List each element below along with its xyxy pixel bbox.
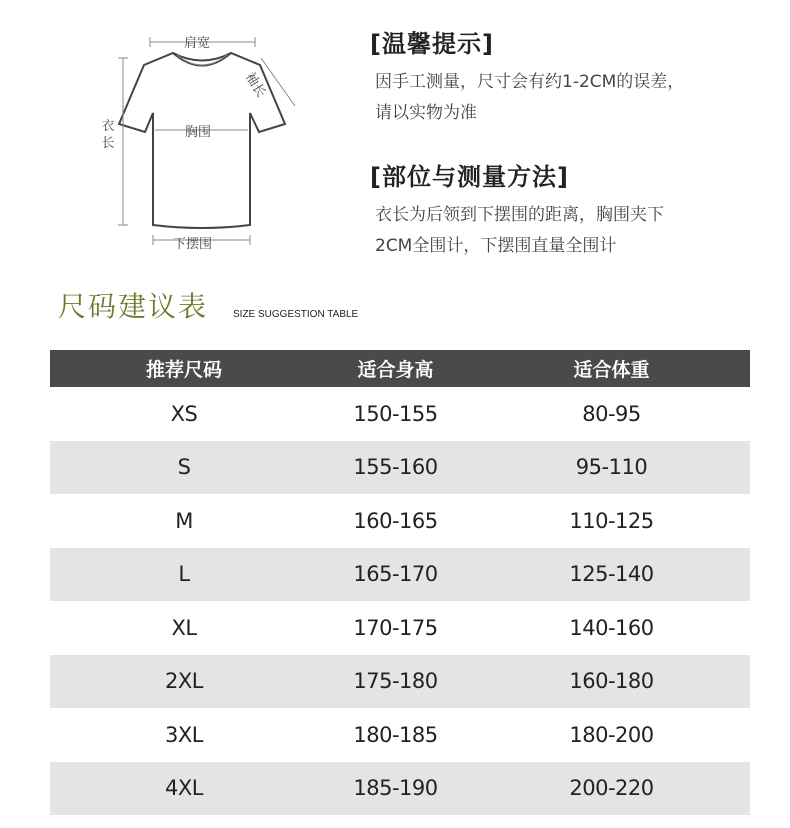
- method-section: [370, 157, 770, 262]
- size-cell: L: [178, 562, 190, 587]
- size-cell: 2XL: [165, 669, 203, 694]
- table-subtitle: SIZE SUGGESTION TABLE: [233, 309, 359, 320]
- size-cell: XL: [171, 615, 197, 640]
- header-weight: 适合体重: [573, 359, 650, 381]
- tshirt-diagram: [95, 20, 310, 265]
- height-cell: 175-180: [353, 669, 438, 694]
- table-title: 尺码建议表: [58, 290, 209, 323]
- notice-line-1: 因手工测量，尺寸会有约1-2CM的误差，: [375, 72, 685, 92]
- weight-cell: 180-200: [569, 722, 654, 747]
- table-body: [50, 387, 750, 815]
- method-title: [部位与测量方法]: [370, 163, 569, 191]
- header-height: 适合身高: [357, 359, 434, 381]
- table-row: [50, 655, 750, 709]
- weight-cell: 125-140: [569, 562, 654, 587]
- notice-section: [370, 24, 770, 129]
- height-cell: 155-160: [353, 455, 438, 480]
- notice-text: [375, 67, 770, 129]
- tshirt-outline-icon: [95, 20, 310, 265]
- notice-line-2: 请以实物为准: [375, 103, 477, 123]
- table-row: [50, 387, 750, 441]
- size-cell: XS: [170, 401, 198, 426]
- table-row: [50, 708, 750, 762]
- table-row: [50, 601, 750, 655]
- size-cell: 3XL: [165, 722, 203, 747]
- size-cell: S: [177, 455, 191, 480]
- height-cell: 150-155: [353, 401, 438, 426]
- notice-title: [温馨提示]: [370, 30, 494, 58]
- weight-cell: 80-95: [582, 401, 641, 426]
- method-text: [375, 200, 770, 262]
- method-line-2: 2CM全围计，下摆围直量全围计: [375, 236, 617, 256]
- size-cell: 4XL: [165, 776, 203, 801]
- height-cell: 160-165: [353, 508, 438, 533]
- length-label: 衣长: [101, 119, 115, 151]
- sleeve-label: 袖长: [241, 70, 269, 101]
- weight-cell: 110-125: [569, 508, 654, 533]
- weight-cell: 140-160: [569, 615, 654, 640]
- hem-label: 下摆围: [173, 237, 213, 252]
- weight-cell: 160-180: [569, 669, 654, 694]
- size-table: [50, 350, 750, 815]
- weight-cell: 95-110: [575, 455, 648, 480]
- height-cell: 170-175: [353, 615, 438, 640]
- table-header: [50, 350, 750, 387]
- size-cell: M: [175, 508, 193, 533]
- weight-cell: 200-220: [569, 776, 654, 801]
- method-line-1: 衣长为后领到下摆围的距离，胸围夹下: [375, 205, 664, 225]
- header-size: 推荐尺码: [145, 359, 222, 381]
- table-row: [50, 494, 750, 548]
- chest-label: 胸围: [185, 125, 212, 140]
- height-cell: 185-190: [353, 776, 438, 801]
- height-cell: 165-170: [353, 562, 438, 587]
- height-cell: 180-185: [353, 722, 438, 747]
- table-row: [50, 548, 750, 602]
- table-row: [50, 762, 750, 816]
- shoulder-label: 肩宽: [184, 36, 211, 51]
- table-row: [50, 441, 750, 495]
